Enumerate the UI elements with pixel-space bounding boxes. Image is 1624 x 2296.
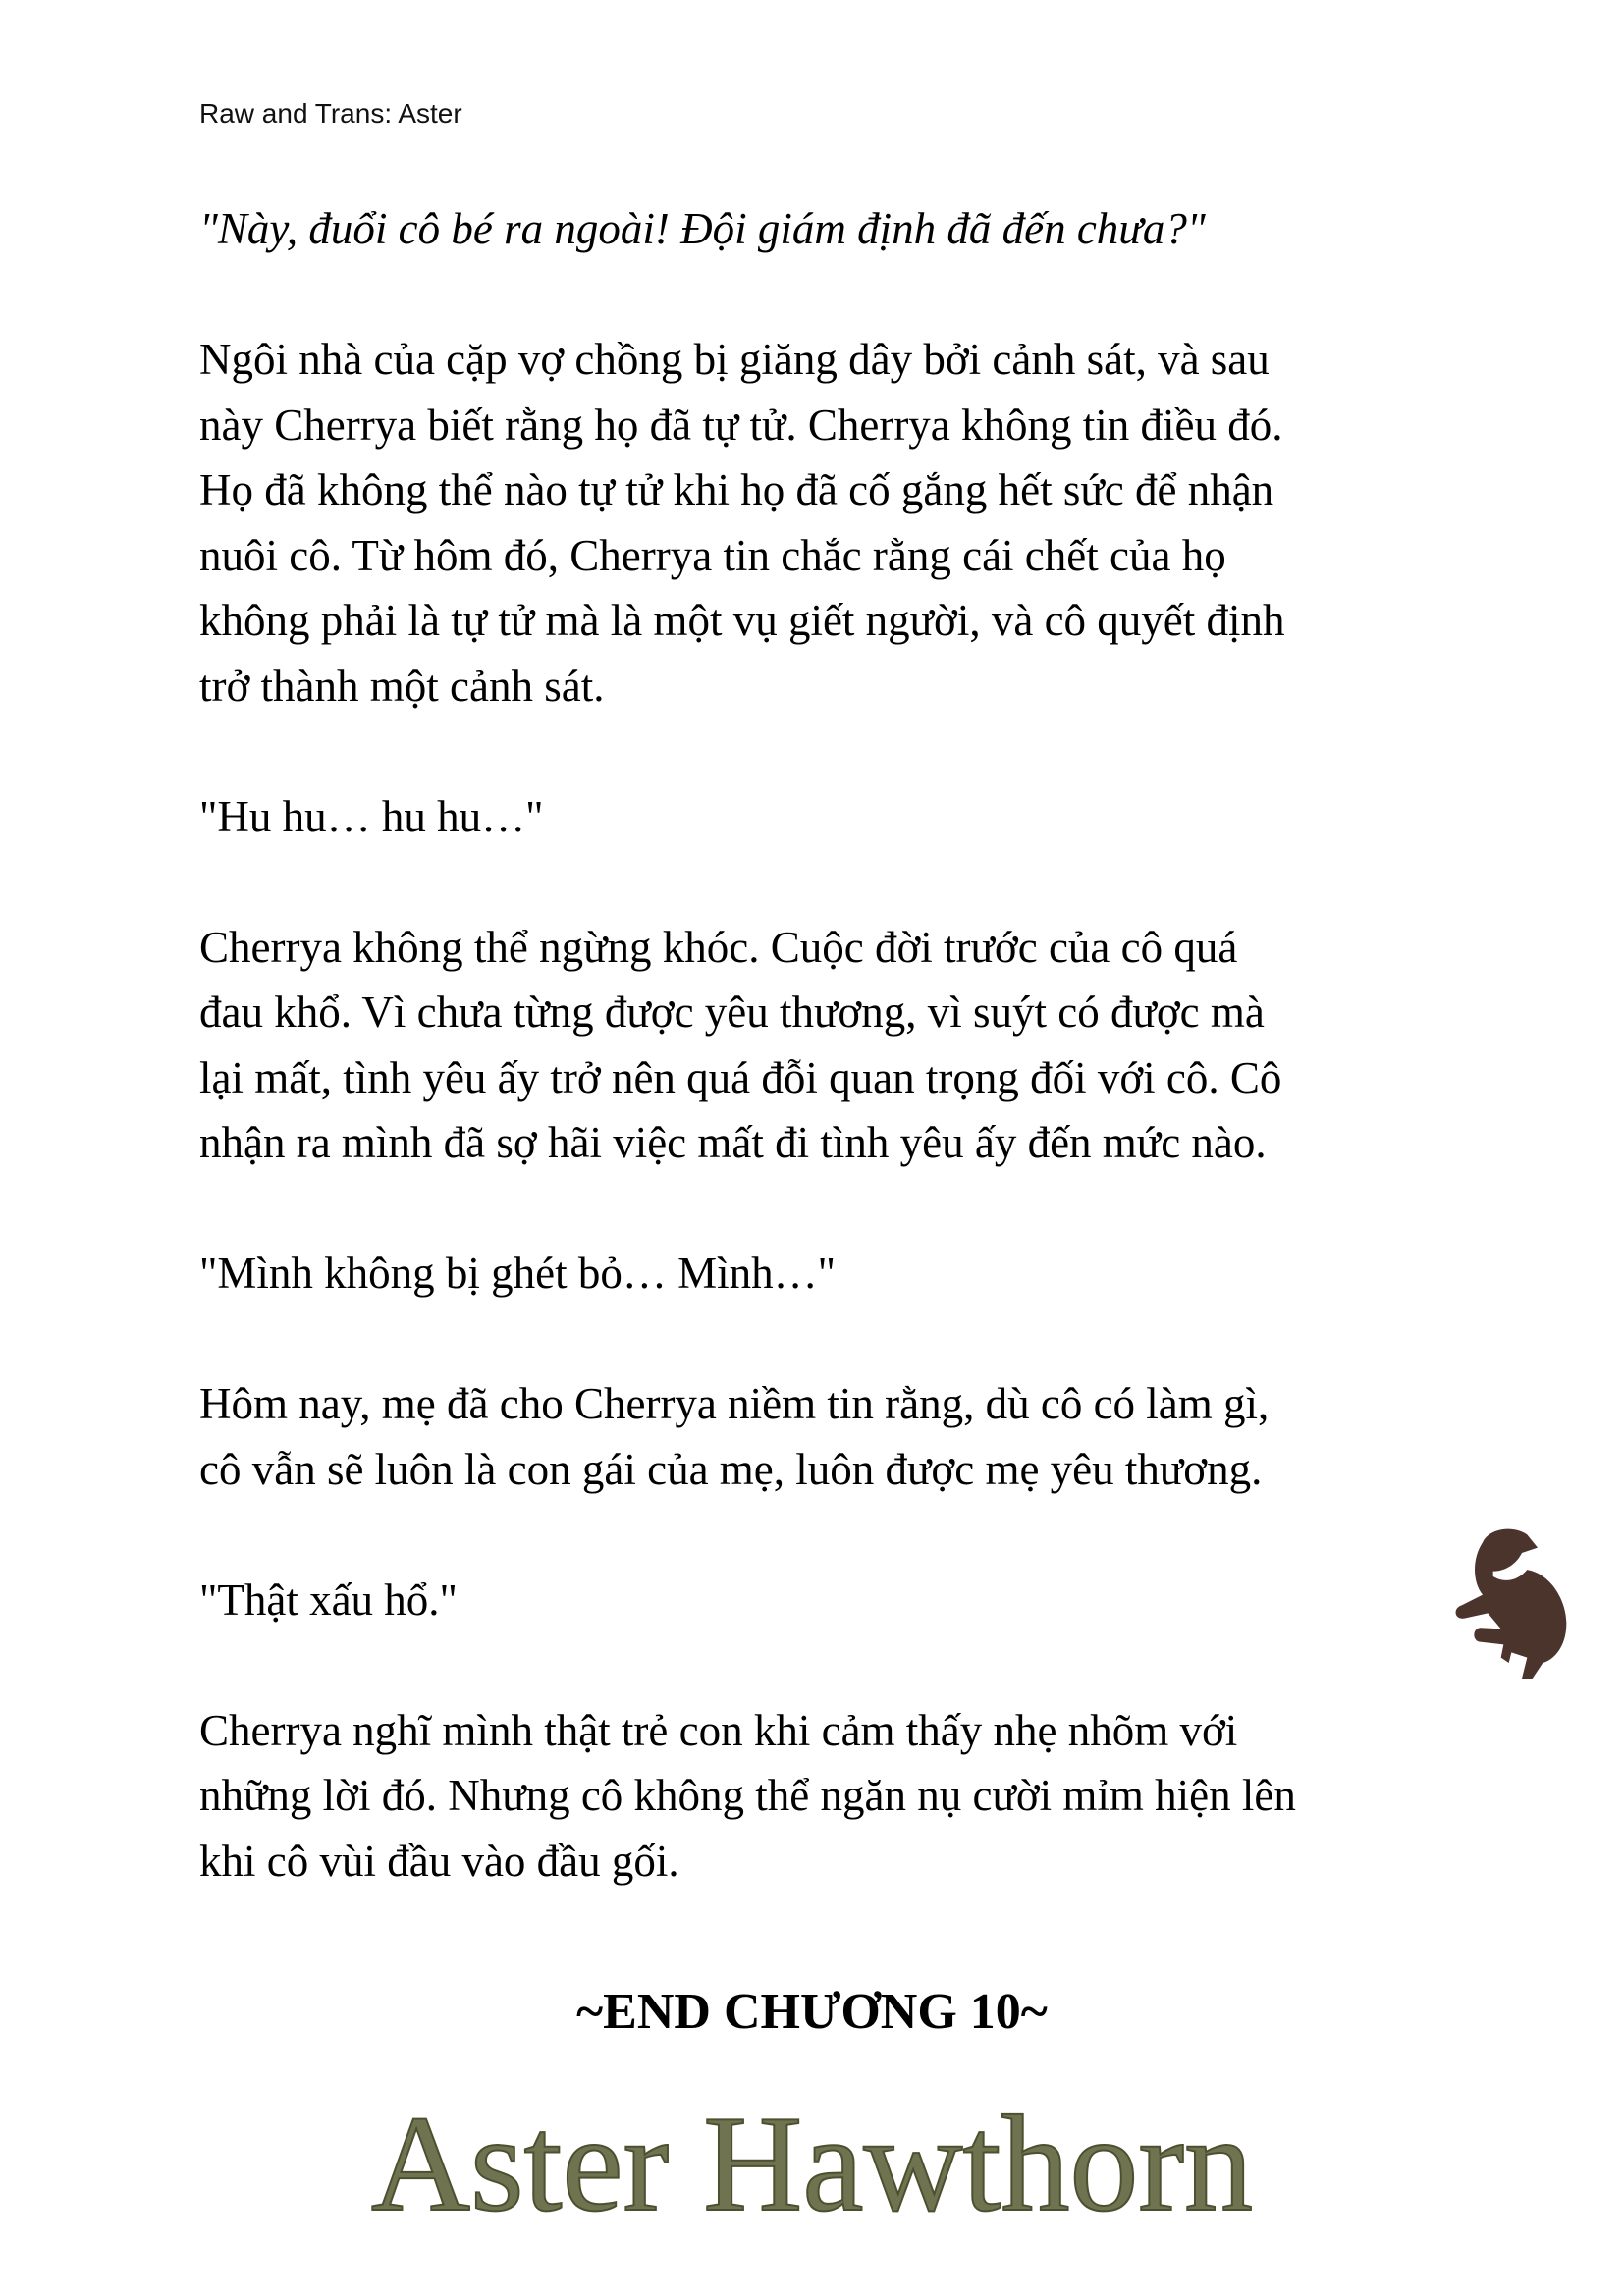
text-line: này Cherrya biết rằng họ đã tự tử. Cherrya không tin điều đó. [199, 400, 1283, 450]
paragraph [199, 784, 1476, 850]
paragraph-gap [199, 719, 1476, 784]
dialogue-quote [199, 196, 1476, 262]
paragraph [199, 1698, 1476, 1895]
watermark-text: Aster Hawthorn [370, 2088, 1254, 2240]
text-line: Họ đã không thể nào tự tử khi họ đã cố gắng hết sức để nhận [199, 465, 1274, 514]
text-line: Ngôi nhà của cặp vợ chồng bị giăng dây bởi cảnh sát, và sau [199, 335, 1270, 384]
text-line: "Thật xấu hổ." [199, 1575, 458, 1625]
text-line: khi cô vùi đầu vào đầu gối. [199, 1836, 679, 1886]
text-line: nhận ra mình đã sợ hãi việc mất đi tình yêu ấy đến mức nào. [199, 1118, 1267, 1167]
translator-credit: Raw and Trans: Aster [199, 98, 462, 129]
text-line: nuôi cô. Từ hôm đó, Cherrya tin chắc rằng cái chết của họ [199, 530, 1226, 580]
paragraph-gap [199, 262, 1476, 328]
paragraph [199, 1241, 1476, 1307]
paragraph [199, 1371, 1476, 1502]
text-line: trở thành một cảnh sát. [199, 661, 605, 711]
text-line: "Này, đuổi cô bé ra ngoài! Đội giám định đã đến chưa?" [199, 204, 1206, 253]
paragraph-gap [199, 1176, 1476, 1242]
text-line: Cherrya không thể ngừng khóc. Cuộc đời trước của cô quá [199, 922, 1238, 972]
text-line: đau khổ. Vì chưa từng được yêu thương, vì suýt có được mà [199, 988, 1265, 1037]
cat-silhouette-icon [1443, 1512, 1600, 1688]
text-line: không phải là tự tử mà là một vụ giết người, và cô quyết định [199, 596, 1285, 645]
text-line: cô vẫn sẽ luôn là con gái của mẹ, luôn được mẹ yêu thương. [199, 1444, 1263, 1494]
paragraph-gap [199, 1632, 1476, 1698]
text-line: những lời đó. Nhưng cô không thể ngăn nụ cười mỉm hiện lên [199, 1771, 1296, 1820]
text-line: "Hu hu… hu hu…" [199, 791, 544, 841]
paragraph-gap [199, 1502, 1476, 1568]
paragraph-gap [199, 849, 1476, 915]
chapter-body [199, 196, 1476, 1894]
paragraph [199, 327, 1476, 719]
chapter-end-title: ~END CHƯƠNG 10~ [576, 1984, 1048, 2040]
paragraph [199, 915, 1476, 1176]
paragraph-gap [199, 1307, 1476, 1372]
text-line: lại mất, tình yêu ấy trở nên quá đỗi quan trọng đối với cô. Cô [199, 1052, 1282, 1102]
paragraph [199, 1568, 1476, 1633]
text-line: "Mình không bị ghét bỏ… Mình…" [199, 1249, 836, 1298]
text-line: Hôm nay, mẹ đã cho Cherrya niềm tin rằng, dù cô có làm gì, [199, 1379, 1270, 1428]
text-line: Cherrya nghĩ mình thật trẻ con khi cảm thấy nhẹ nhõm với [199, 1705, 1238, 1755]
